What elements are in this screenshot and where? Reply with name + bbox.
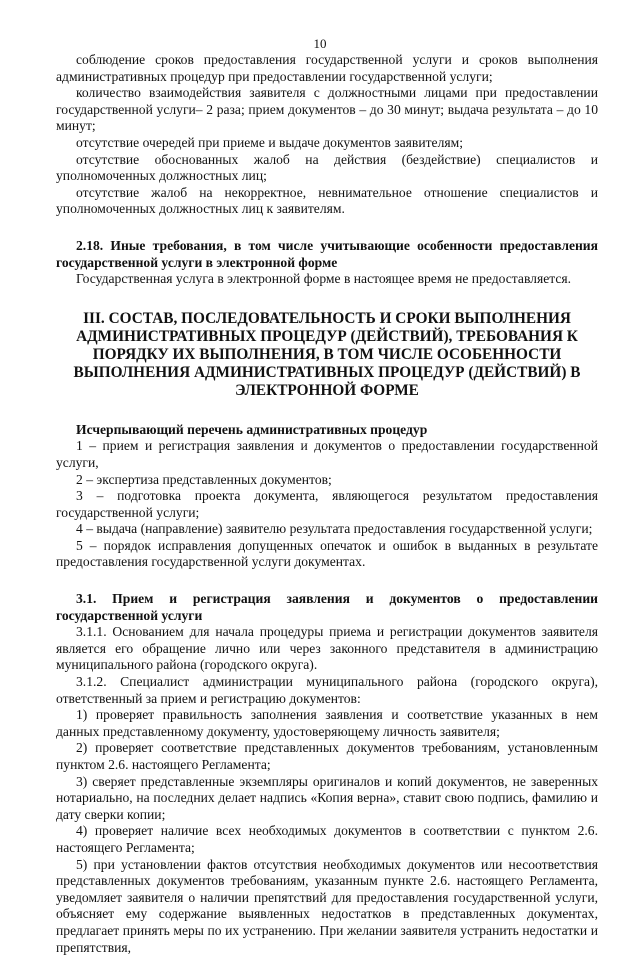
page-content xyxy=(56,52,598,956)
section-heading-2-18: 2.18. Иные требования, в том числе учитывающие особенности предоставления государственной услуги в электронной форме xyxy=(56,237,598,270)
paragraph: 5) при установлении фактов отсутствия необходимых документов или несоответствия представленных документов требованиям, указанным пункте 2.6. настоящего Регламента, уведомляет заявителя о наличии препятствий для предоставления государственной услуги, объясняет ему содержание выявленных недостатков в представленных документах, предлагает принять меры по их устранению. При желании заявителя устранить недостатки и препятствия, xyxy=(56,856,598,955)
paragraph: отсутствие жалоб на некорректное, невнимательное отношение специалистов и уполномоченных должностных лиц к заявителям. xyxy=(56,184,598,217)
paragraph: 3.1.2. Специалист администрации муниципального района (городского округа), ответственный за прием и регистрацию документов: xyxy=(56,674,598,706)
paragraph: 3.1.1. Основанием для начала процедуры приема и регистрации документов заявителя является его обращение лично или через законного представителя в администрацию муниципального района (городского округа). xyxy=(56,624,598,673)
page-number: 10 xyxy=(313,36,327,51)
list-item: 1 – прием и регистрация заявления и документов о предоставлении государственной услуги, xyxy=(56,438,598,470)
list-item: 5 – порядок исправления допущенных опечаток и ошибок в выданных в результате предоставления государственной услуги документах. xyxy=(56,537,598,570)
paragraph: Государственная услуга в электронной форме в настоящее время не предоставляется. xyxy=(76,271,572,287)
paragraph: отсутствие очередей при приеме и выдаче документов заявителям; xyxy=(76,134,463,150)
paragraph: 3) сверяет представленные экземпляры оригиналов и копий документов, не заверенных нотариально, на последних делает надпись «Копия верна», ставит свою подпись, фамилию и дату сверки копии; xyxy=(56,773,598,822)
paragraph: 4) проверяет наличие всех необходимых документов в соответствии с пунктом 2.6. настоящего Регламента; xyxy=(56,823,598,855)
chapter-heading: III. СОСТАВ, ПОСЛЕДОВАТЕЛЬНОСТЬ И СРОКИ ВЫПОЛНЕНИЯ АДМИНИСТРАТИВНЫХ ПРОЦЕДУР (ДЕЙСТВИЙ), ТРЕБОВАНИЯ К ПОРЯДКУ ИХ ВЫПОЛНЕНИЯ, В ТОМ ЧИСЛЕ ОСОБЕННОСТИ ВЫПОЛНЕНИЯ АДМИНИСТРАТИВНЫХ ПРОЦЕДУР (ДЕЙСТВИЙ) В ЭЛЕКТРОННОЙ ФОРМЕ xyxy=(73,309,581,399)
procedures-heading: Исчерпывающий перечень административных процедур xyxy=(76,421,428,437)
list-item: 3 – подготовка проекта документа, являющегося результатом предоставления государственной услуги; xyxy=(56,488,598,520)
paragraph: соблюдение сроков предоставления государственной услуги и сроков выполнения административных процедур при предоставлении государственной услуги; xyxy=(56,52,598,84)
list-item: 4 – выдача (направление) заявителю результата предоставления государственной услуги; xyxy=(76,521,593,537)
list-item: 2 – экспертиза представленных документов; xyxy=(76,471,332,487)
paragraph: отсутствие обоснованных жалоб на действия (бездействие) специалистов и уполномоченных должностных лиц; xyxy=(56,151,598,184)
section-heading-3-1: 3.1. Прием и регистрация заявления и документов о предоставлении государственной услуги xyxy=(56,591,598,623)
paragraph: 2) проверяет соответствие представленных документов требованиям, установленным пунктом 2.6. настоящего Регламента; xyxy=(56,740,598,772)
paragraph: количество взаимодействия заявителя с должностными лицами при предоставлении государственной услуги– 2 раза; прием документов – до 30 минут; выдача результата – до 10 минут; xyxy=(56,85,598,134)
paragraph: 1) проверяет правильность заполнения заявления и соответствие указанных в нем данных представленному документу, удостоверяющему личность заявителя; xyxy=(56,707,598,739)
